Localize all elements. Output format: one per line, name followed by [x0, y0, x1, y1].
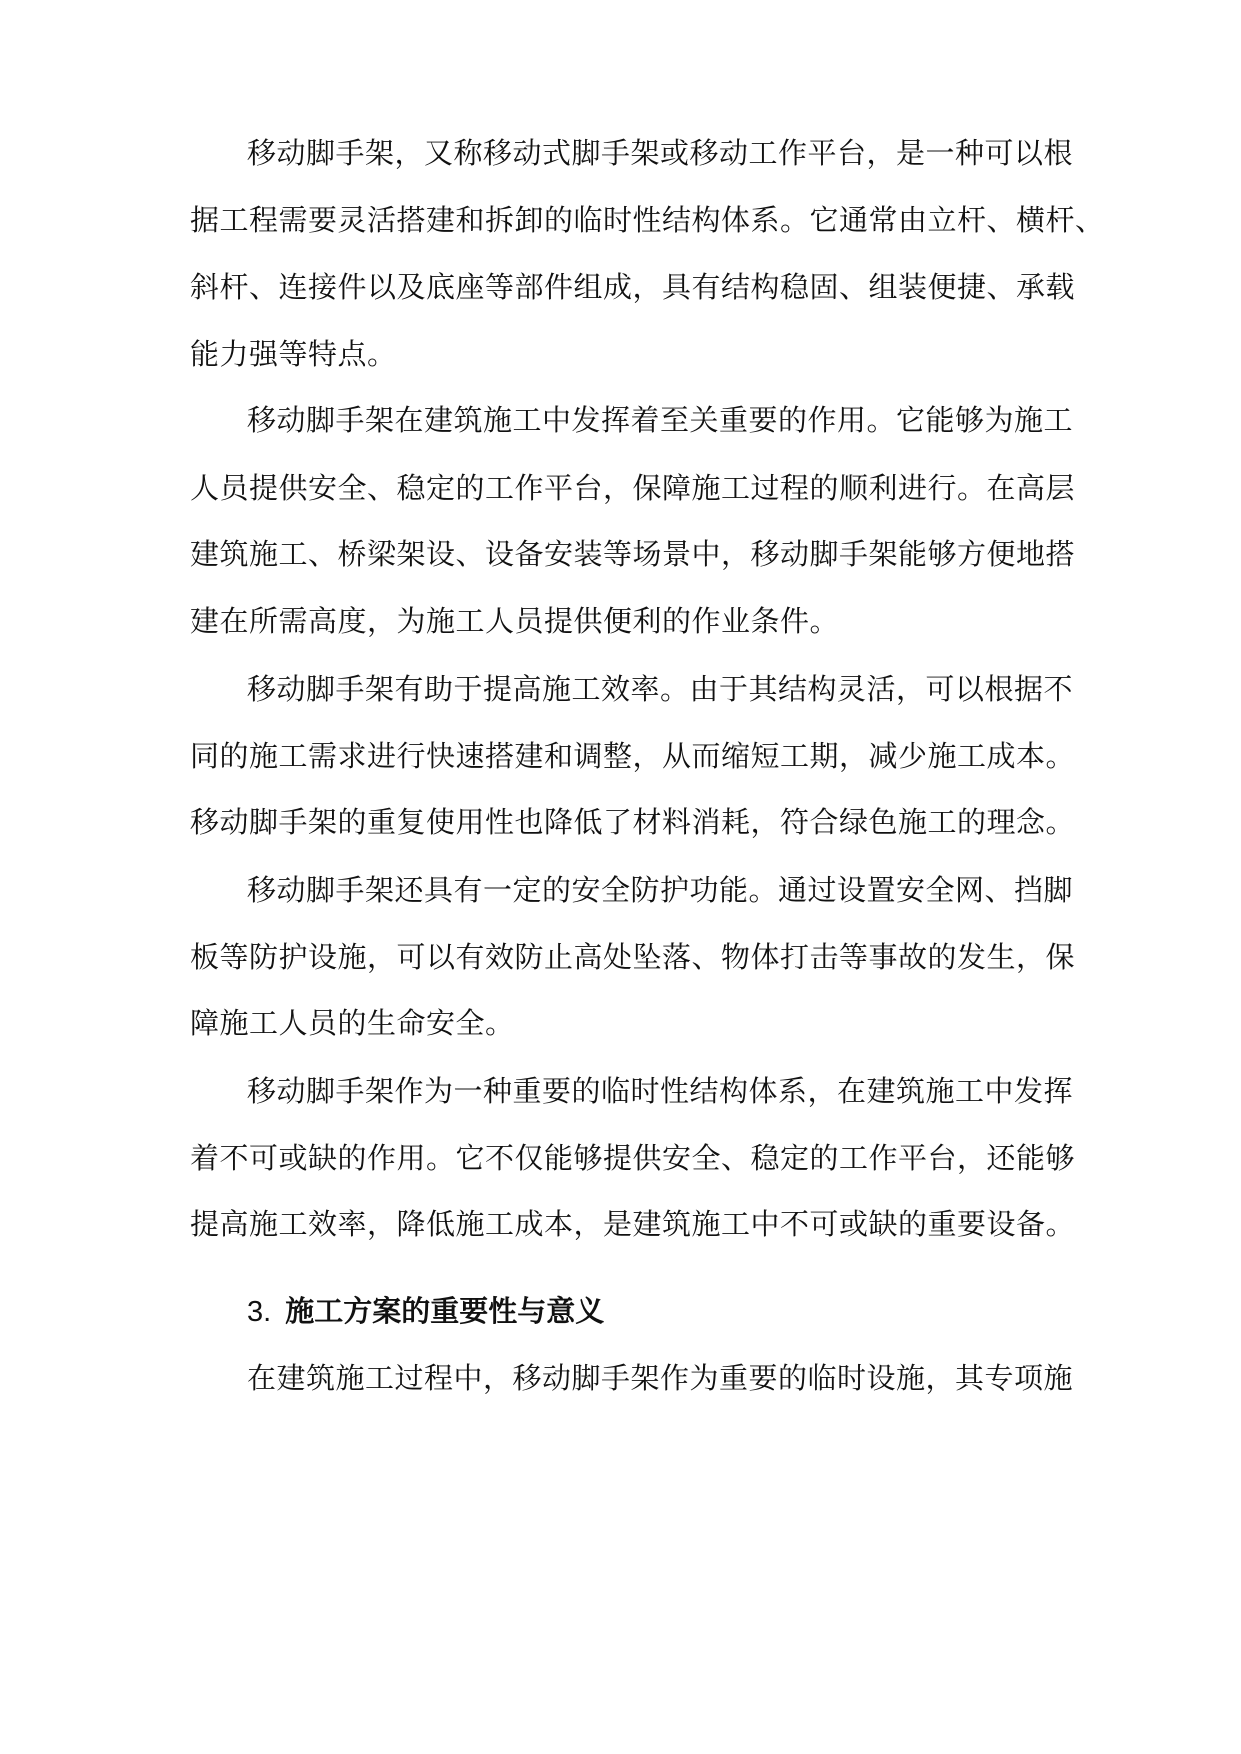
section-title: 施工方案的重要性与意义 — [285, 1294, 605, 1328]
paragraph-4-line-2: 板等防护设施，可以有效防止高处坠落、物体打击等事故的发生，保 — [190, 940, 1076, 974]
paragraph-2-line-4: 建在所需高度，为施工人员提供便利的作业条件。 — [190, 604, 840, 638]
paragraph-1-line-3: 斜杆、连接件以及底座等部件组成，具有结构稳固、组装便捷、承载 — [190, 270, 1076, 304]
paragraph-2-line-1: 移动脚手架在建筑施工中发挥着至关重要的作用。它能够为施工 — [247, 403, 1074, 437]
paragraph-3-line-1: 移动脚手架有助于提高施工效率。由于其结构灵活，可以根据不 — [247, 672, 1074, 706]
paragraph-1-line-2: 据工程需要灵活搭建和拆卸的临时性结构体系。它通常由立杆、横杆、 — [190, 203, 1105, 237]
paragraph-1-line-4: 能力强等特点。 — [190, 337, 397, 371]
paragraph-5-line-1: 移动脚手架作为一种重要的临时性结构体系，在建筑施工中发挥 — [247, 1074, 1074, 1108]
paragraph-4-line-1: 移动脚手架还具有一定的安全防护功能。通过设置安全网、挡脚 — [247, 873, 1074, 907]
paragraph-2-line-2: 人员提供安全、稳定的工作平台，保障施工过程的顺利进行。在高层 — [190, 471, 1076, 505]
paragraph-1-line-1: 移动脚手架，又称移动式脚手架或移动工作平台，是一种可以根 — [247, 136, 1074, 170]
paragraph-3-line-3: 移动脚手架的重复使用性也降低了材料消耗，符合绿色施工的理念。 — [190, 805, 1076, 839]
paragraph-2-line-3: 建筑施工、桥梁架设、设备安装等场景中，移动脚手架能够方便地搭 — [190, 537, 1076, 571]
paragraph-5-line-2: 着不可或缺的作用。它不仅能够提供安全、稳定的工作平台，还能够 — [190, 1141, 1076, 1175]
paragraph-4-line-3: 障施工人员的生命安全。 — [190, 1006, 515, 1040]
paragraph-6-line-1: 在建筑施工过程中，移动脚手架作为重要的临时设施，其专项施 — [247, 1361, 1074, 1395]
paragraph-3-line-2: 同的施工需求进行快速搭建和调整，从而缩短工期，减少施工成本。 — [190, 739, 1076, 773]
paragraph-5-line-3: 提高施工效率，降低施工成本，是建筑施工中不可或缺的重要设备。 — [190, 1207, 1076, 1241]
section-number: 3. — [247, 1296, 272, 1328]
section-heading — [247, 1291, 604, 1331]
